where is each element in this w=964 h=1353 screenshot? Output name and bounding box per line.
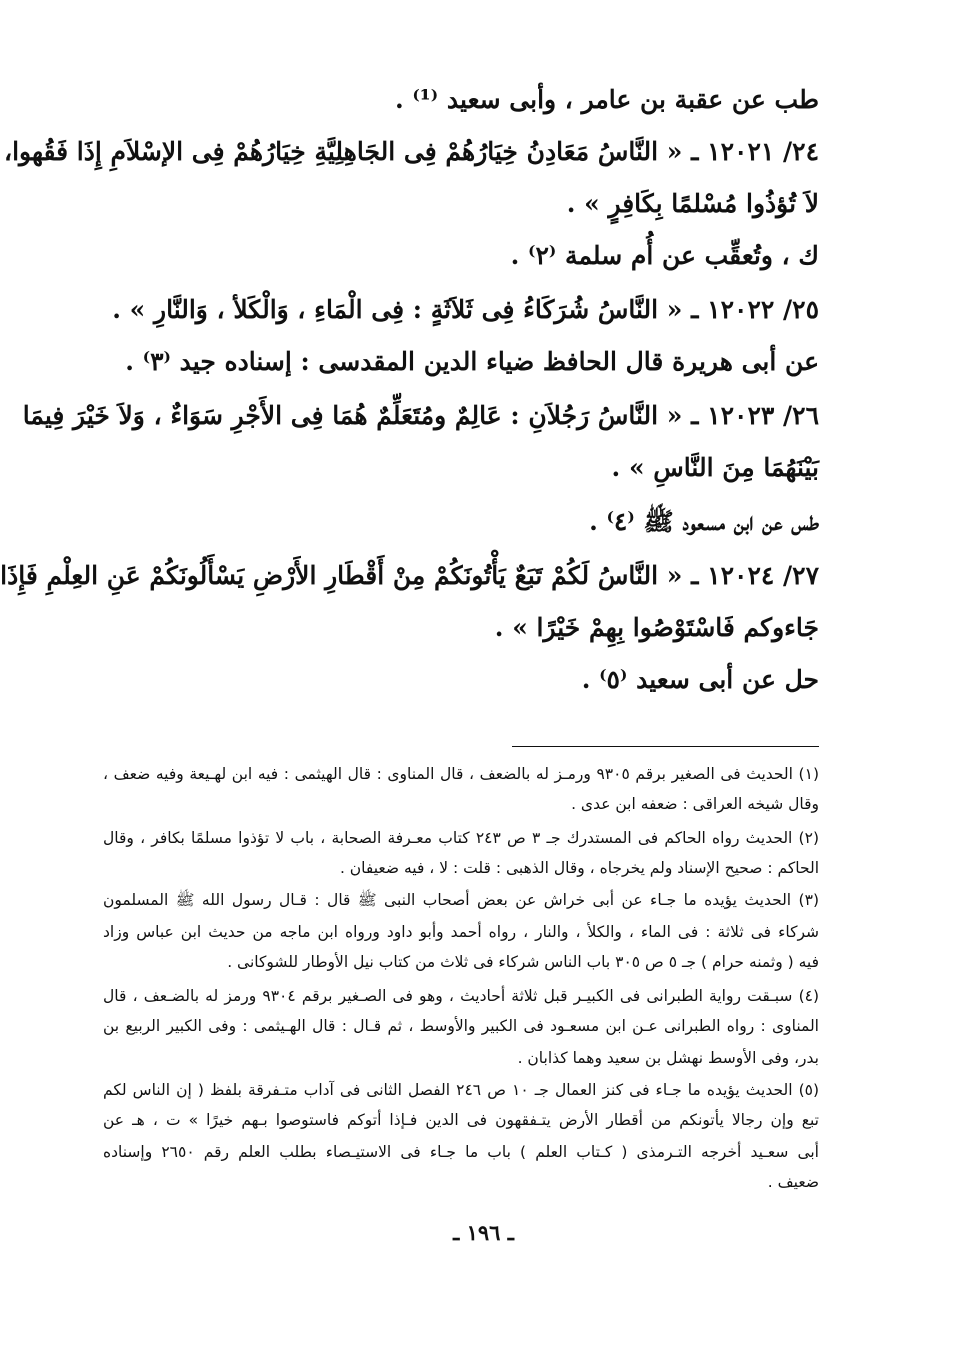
footnote-line: تبع وإن رجالا يأتونكم من أقطار الأرض يتـفقهون فى الدين فـإذا أتوكم فاستوصوا بـهم خيرًا » ت ، هـ عن xyxy=(103,1111,819,1129)
footnote-line: وقال شيخه العراقى : ضعفه ابن عدى . xyxy=(571,795,819,813)
footnote-line: (٢) الحديث رواه الحاكم فى المستدرك جـ ٣ ص ٢٤٣ كتاب معـرفة الصحابة ، باب لا تؤذوا مسلمًا بكافر ، وقال xyxy=(103,829,819,847)
hadith-line: لاَ تُؤذُوا مُسْلمًا بِكَافِرٍ » . xyxy=(566,189,819,218)
footnote-line: (٣) الحديث يؤيده ما جـاء عن أبى خراش عن بعض أصحاب النبى ﷺ قال : قـال رسول الله ﷺ المسلمون xyxy=(103,891,819,909)
page-number: ـ ١٩٦ ـ xyxy=(453,1220,514,1245)
footnote-line: أبى سعـيد أخرجه التـرمذى ( كـتاب العلم ) باب ما جـاء فى الاستيـصاء بطلب العلم رقم ٢٦٥٠ وإسناده xyxy=(103,1143,819,1161)
hadith-line: ٢٦/ ١٢٠٢٣ ـ « النَّاسُ رَجُلاَنِ : عَالِمٌ ومُتَعَلِّمٌ هُمَا فِى الأَجْرِ سَوَاءٌ ، وَلاَ خَيْرَ فِيمَا xyxy=(22,401,819,430)
citation-line: عن أبى هريرة قال الحافظ ضياء الدين المقدسى : إسناده جيد ⁽٣⁾ . xyxy=(125,347,819,376)
citation-line: طس عن ابن مسعود ﷺ ⁽٤⁾ . xyxy=(589,507,819,536)
footnote-line: فيه ( وثمنه حرام ) جـ ٥ ص ٣٠٥ باب الناس شركاء فى ثلاث من كتاب نيل الأوطار للشوكانى . xyxy=(227,953,819,971)
hadith-line: ٢٧/ ١٢٠٢٤ ـ « النَّاسُ لَكُمْ تَبَعٌ يَأْتُونَكُمْ مِنْ أَقْطَارِ الأَرْضِ يَسْأَلُونَكُمْ عَنِ العِلْمِ فَإِذَا xyxy=(0,561,819,590)
citation-line: ك ، وتُعقِّب عن أُم سلمة ⁽٢⁾ . xyxy=(510,241,819,270)
footnote-line: (٤) سبـقت رواية الطبرانى فى الكبيـر قبل ثلاثة أحاديث ، وهو فى الصـغير برقم ٩٣٠٤ ورمز له بالضـعف ، قال xyxy=(103,987,820,1005)
footnote-line: المناوى : رواه الطبرانى عـن ابن مسعـود فى الكبير والأوسط ، ثم قـال : قال الهـيثمى : وفى الكبير الربيع بن xyxy=(103,1017,819,1035)
citation-line: طب عن عقبة بن عامر ، وأبى سعيد ⁽¹⁾ . xyxy=(394,85,819,114)
footnote-line: (٥) الحديث يؤيده ما جـاء فى كنز العمال جـ ١٠ ص ٢٤٦ الفصل الثانى فى آداب متـفرقة بلفظ ( إن الناس لكم xyxy=(103,1081,820,1099)
hadith-line: ٢٥/ ١٢٠٢٢ ـ « النَّاسُ شُرَكَاءُ فِى ثَلاَثَةٍ : فِى الْمَاءِ ، وَالْكَلأ ، وَالنَّارِ » . xyxy=(112,295,819,324)
page-body xyxy=(0,78,820,1353)
footnote-line: بدر، وفى الأوسط نهشل بن سعيد وهما كذابان . xyxy=(517,1049,819,1067)
hadith-line: جَاءوكم فَاسْتَوْصُوا بِهِمْ خَيْرًا » . xyxy=(494,613,819,642)
footnote-line: ضعيف . xyxy=(767,1173,819,1191)
footnote-line: الحاكم : صحيح الإسناد ولم يخرجاه ، وقال الذهبى : قلت : لا ، فيه ضعيفان . xyxy=(339,859,819,877)
citation-line: حل عن أبى سعيد ⁽٥⁾ . xyxy=(581,665,819,694)
footnote-line: شركاء فى ثلاثة : فى الماء ، والكلأ ، والنار ، رواه أحمد وأبو داود ورواه ابن ماجه من حديث ابن عباس وزاد xyxy=(103,923,819,941)
footnote-divider xyxy=(512,746,819,748)
footnote-line: (١) الحديث فى الصغير برقم ٩٣٠٥ ورمـز له بالضعف ، قال المناوى : قال الهيثمى : فيه ابن لهـيعة وفيه ضعف ، xyxy=(103,765,819,783)
hadith-line: ٢٤/ ١٢٠٢١ ـ « النَّاسُ مَعَادِنُ خِيَارُهُمْ فِى الجَاهِلِيَّةِ خِيَارُهُمْ فِى الإسْلاَمِ إِذَا فَقُهوا، xyxy=(4,137,819,166)
hadith-line: بَيْنَهُمَا مِنَ النَّاسِ » . xyxy=(611,453,819,482)
